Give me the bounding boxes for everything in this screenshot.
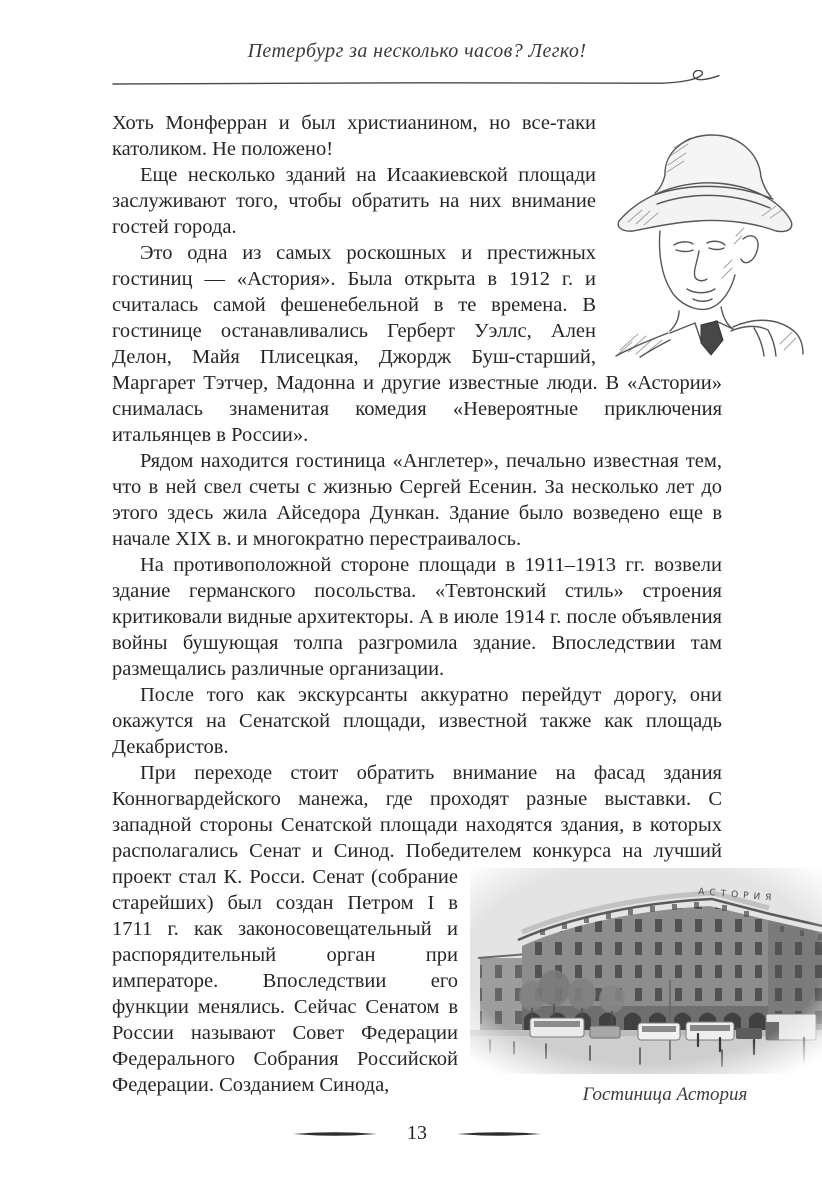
astoria-hotel-photo <box>470 868 822 1074</box>
running-head-title: Петербург за несколько часов? Легко! <box>247 40 587 62</box>
body-paragraph <box>112 760 748 1105</box>
page-number: 13 <box>407 1122 427 1144</box>
paragraph-text: Еще несколько зданий на Исаакиевской площади заслуживают того, чтобы обратить на них внимание гостей города. <box>112 164 596 238</box>
body-paragraph <box>112 552 722 682</box>
header-rule-flourish-icon <box>110 70 726 92</box>
man-in-hat-sketch-icon <box>604 118 804 358</box>
page-footer <box>112 1122 722 1145</box>
paragraph-text: Это одна из самых роскошных и престижных гостиниц — «Астория». Была открыта в 1912 г. и считалась самой фешенебельной в те времена. В гостинице останавливались Герберт Уэллс, Ален Делон, Майя Плисецкая, Джордж Буш-старший, Маргарет Тэтчер, Мадонна и другие известные люди. В «Астории» снималась знаменитая комедия «Невероятные приключения итальянцев в России». <box>112 242 722 446</box>
paragraph-text: на лучший проект стал К. Росси. Сенат (собрание старейших) был создан Петром I в 1711 г. как законосовещательный и распорядительный орган при императоре. Впоследствии его функции менялись. Сейчас Сенатом в России называют Совет Федерации Федерального Собрания Российской Федерации. Созданием Синода, <box>112 840 722 1096</box>
paragraph-text: После того как экскурсанты аккуратно перейдут дорогу, они окажутся на Сенатской площади, известной также как площадь Декабристов. <box>112 684 722 758</box>
paragraph-text: При переходе стоит обратить внимание на фасад здания Конногвардейского манежа, где проходят разные выставки. С западной стороны Сенатской площади находятся здания, в которых располагались Сенат и Синод. Победителем конкурса <box>112 762 722 862</box>
paragraph-text: Рядом находится гостиница «Англетер», печально известная тем, что в ней свел счеты с жизнью Сергей Есенин. За несколько лет до этого здесь жила Айседора Дункан. Здание было возведено еще в начале XIX в. и многократно перестраивалось. <box>112 450 722 550</box>
astoria-photo-figure <box>470 868 748 1110</box>
footer-ornament-left-icon <box>291 1130 379 1138</box>
photo-caption: Гостиница Астория <box>582 1084 748 1105</box>
body-text-column <box>112 110 748 1110</box>
footer-ornament-right-icon <box>455 1130 543 1138</box>
paragraph-text: Хоть Монферран и был христианином, но все-таки католиком. Не положено! <box>112 112 596 160</box>
body-paragraph <box>112 448 722 552</box>
paragraph-text: На противоположной стороне площади в 1911–1913 гг. возвели здание германского посольства. «Тевтонский стиль» строения критиковали видные архитекторы. А в июле 1914 г. после объявления войны бушующая толпа разгромила здание. Впоследствии там размещались различные организации. <box>112 554 722 680</box>
portrait-sketch-illustration <box>606 110 722 366</box>
body-paragraph <box>112 110 722 162</box>
body-paragraph <box>112 682 722 760</box>
